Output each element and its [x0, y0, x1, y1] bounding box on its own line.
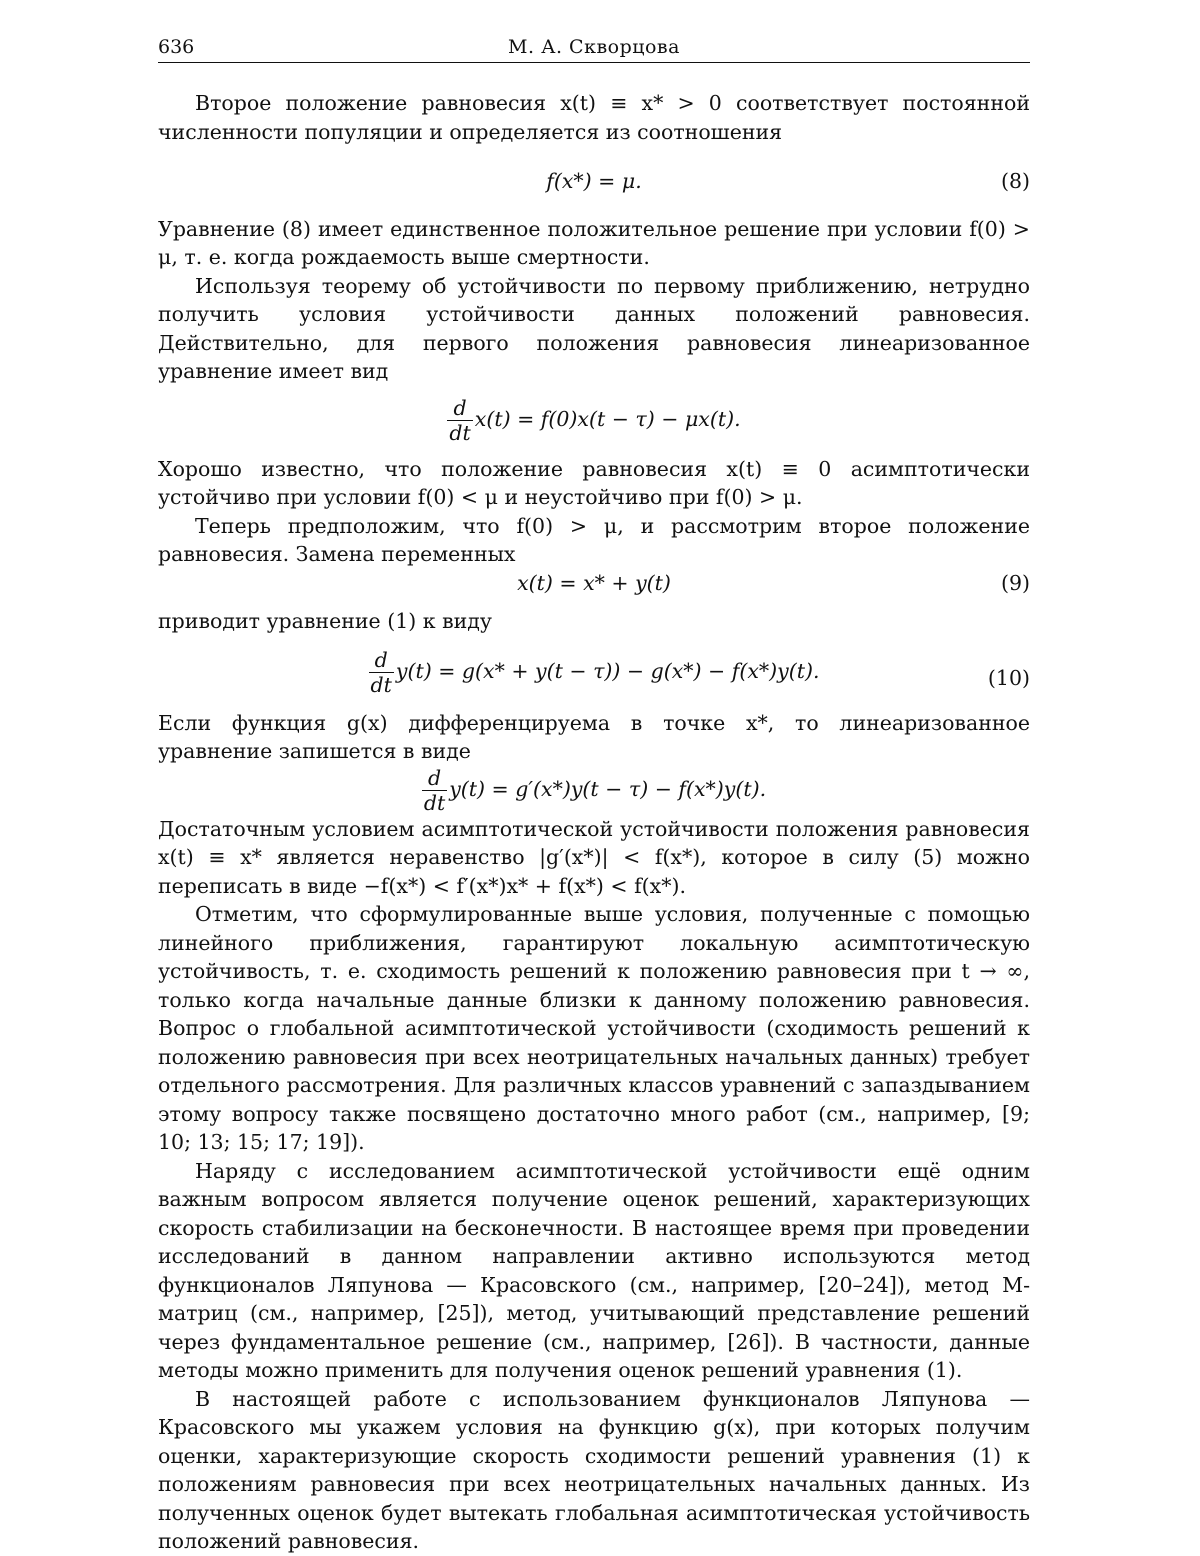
- fraction-numerator: d: [422, 766, 447, 791]
- body-text: [158, 89, 1030, 1556]
- equation-8-body: f(x*) = μ.: [546, 169, 642, 193]
- page-number: 636: [158, 36, 195, 58]
- paragraph: Достаточным условием асимптотической устойчивости положения равновесия x(t) ≡ x* является неравенство |g′(x*)| < f(x*), которое в силу (5) можно переписать в виде −f(x*) < f′(x*)x* + f(x*) < f(x*).: [158, 816, 1030, 898]
- equation-linearized-second: [158, 766, 1030, 815]
- paragraph: Уравнение (8) имеет единственное положительное решение при условии f(0) > μ, т. е. когда рождаемость выше смертности.: [158, 216, 1030, 269]
- equation-8: [158, 167, 1030, 196]
- equation-10-body: y(t) = g(x* + y(t − τ)) − g(x*) − f(x*)y(t).: [395, 658, 820, 683]
- derivative-fraction: [422, 766, 447, 815]
- paragraph: Используя теорему об устойчивости по первому приближению, нетрудно получить условия устойчивости данных положений равновесия. Действительно, для первого положения равновесия линеаризованное уравнение имеет вид: [158, 273, 1030, 383]
- derivative-fraction: [447, 396, 472, 445]
- page: [158, 32, 1030, 1556]
- equation-10: [158, 648, 1030, 697]
- fraction-denominator: dt: [423, 790, 446, 815]
- fraction-denominator: dt: [370, 672, 392, 697]
- paragraph: Наряду с исследованием асимптотической устойчивости ещё одним важным вопросом является получение оценок решений, характеризующих скорость стабилизации на бесконечности. В настоящее время при проведении исследований в данном направлении активно используются метод функционалов Ляпунова — Красовского (см., например, [20–24]), метод M-матриц (см., например, [25]), метод, учитывающий представление решений через фундаментальное решение (см., например, [26]). В частности, данные методы можно применить для получения оценок решений уравнения (1).: [158, 1158, 1030, 1382]
- equation-body: x(t) = f(0)x(t − τ) − μx(t).: [474, 406, 741, 431]
- equation-9-body: x(t) = x* + y(t): [517, 570, 671, 595]
- fraction-numerator: d: [447, 396, 472, 421]
- paragraph: Второе положение равновесия x(t) ≡ x* > 0 соответствует постоянной численности популяции и определяется из соотношения: [158, 91, 1030, 144]
- equation-10-number: (10): [987, 665, 1030, 690]
- equation-9: [158, 569, 1030, 598]
- running-head: [158, 32, 1030, 63]
- equation-8-number: (8): [1000, 169, 1030, 193]
- paragraph: Отметим, что сформулированные выше условия, полученные с помощью линейного приближения, гарантируют локальную асимптотическую устойчивость, т. е. сходимость решений к положению равновесия при t → ∞, только когда начальные данные близки к данному положению равновесия. Вопрос о глобальной асимптотической устойчивости (сходимость решений к положению равновесия при всех неотрицательных начальных данных) требует отдельного рассмотрения. Для различных классов уравнений с запаздыванием этому вопросу также посвящено достаточно много работ (см., например, [9; 10; 13; 15; 17; 19]).: [158, 902, 1030, 1154]
- equation-body: y(t) = g′(x*)y(t − τ) − f(x*)y(t).: [449, 776, 767, 801]
- equation-9-number: (9): [1000, 570, 1030, 595]
- running-head-author: М. А. Скворцова: [508, 36, 680, 58]
- fraction-denominator: dt: [449, 420, 471, 445]
- paragraph: Хорошо известно, что положение равновесия x(t) ≡ 0 асимптотически устойчиво при условии f(0) < μ и неустойчиво при f(0) > μ.: [158, 456, 1030, 509]
- paragraph: Теперь предположим, что f(0) > μ, и рассмотрим второе положение равновесия. Замена переменных: [158, 513, 1030, 566]
- paragraph: Если функция g(x) дифференцируема в точке x*, то линеаризованное уравнение запишется в виде: [158, 710, 1030, 763]
- paragraph: приводит уравнение (1) к виду: [158, 609, 492, 633]
- equation-linearized-first: [158, 396, 1030, 445]
- derivative-fraction: [369, 648, 394, 697]
- paragraph: В настоящей работе с использованием функционалов Ляпунова — Красовского мы укажем условия на функцию g(x), при которых получим оценки, характеризующие скорость сходимости решений уравнения (1) к положениям равновесия при всех неотрицательных начальных данных. Из полученных оценок будет вытекать глобальная асимптотическая устойчивость положений равновесия.: [158, 1386, 1030, 1553]
- fraction-numerator: d: [369, 648, 394, 673]
